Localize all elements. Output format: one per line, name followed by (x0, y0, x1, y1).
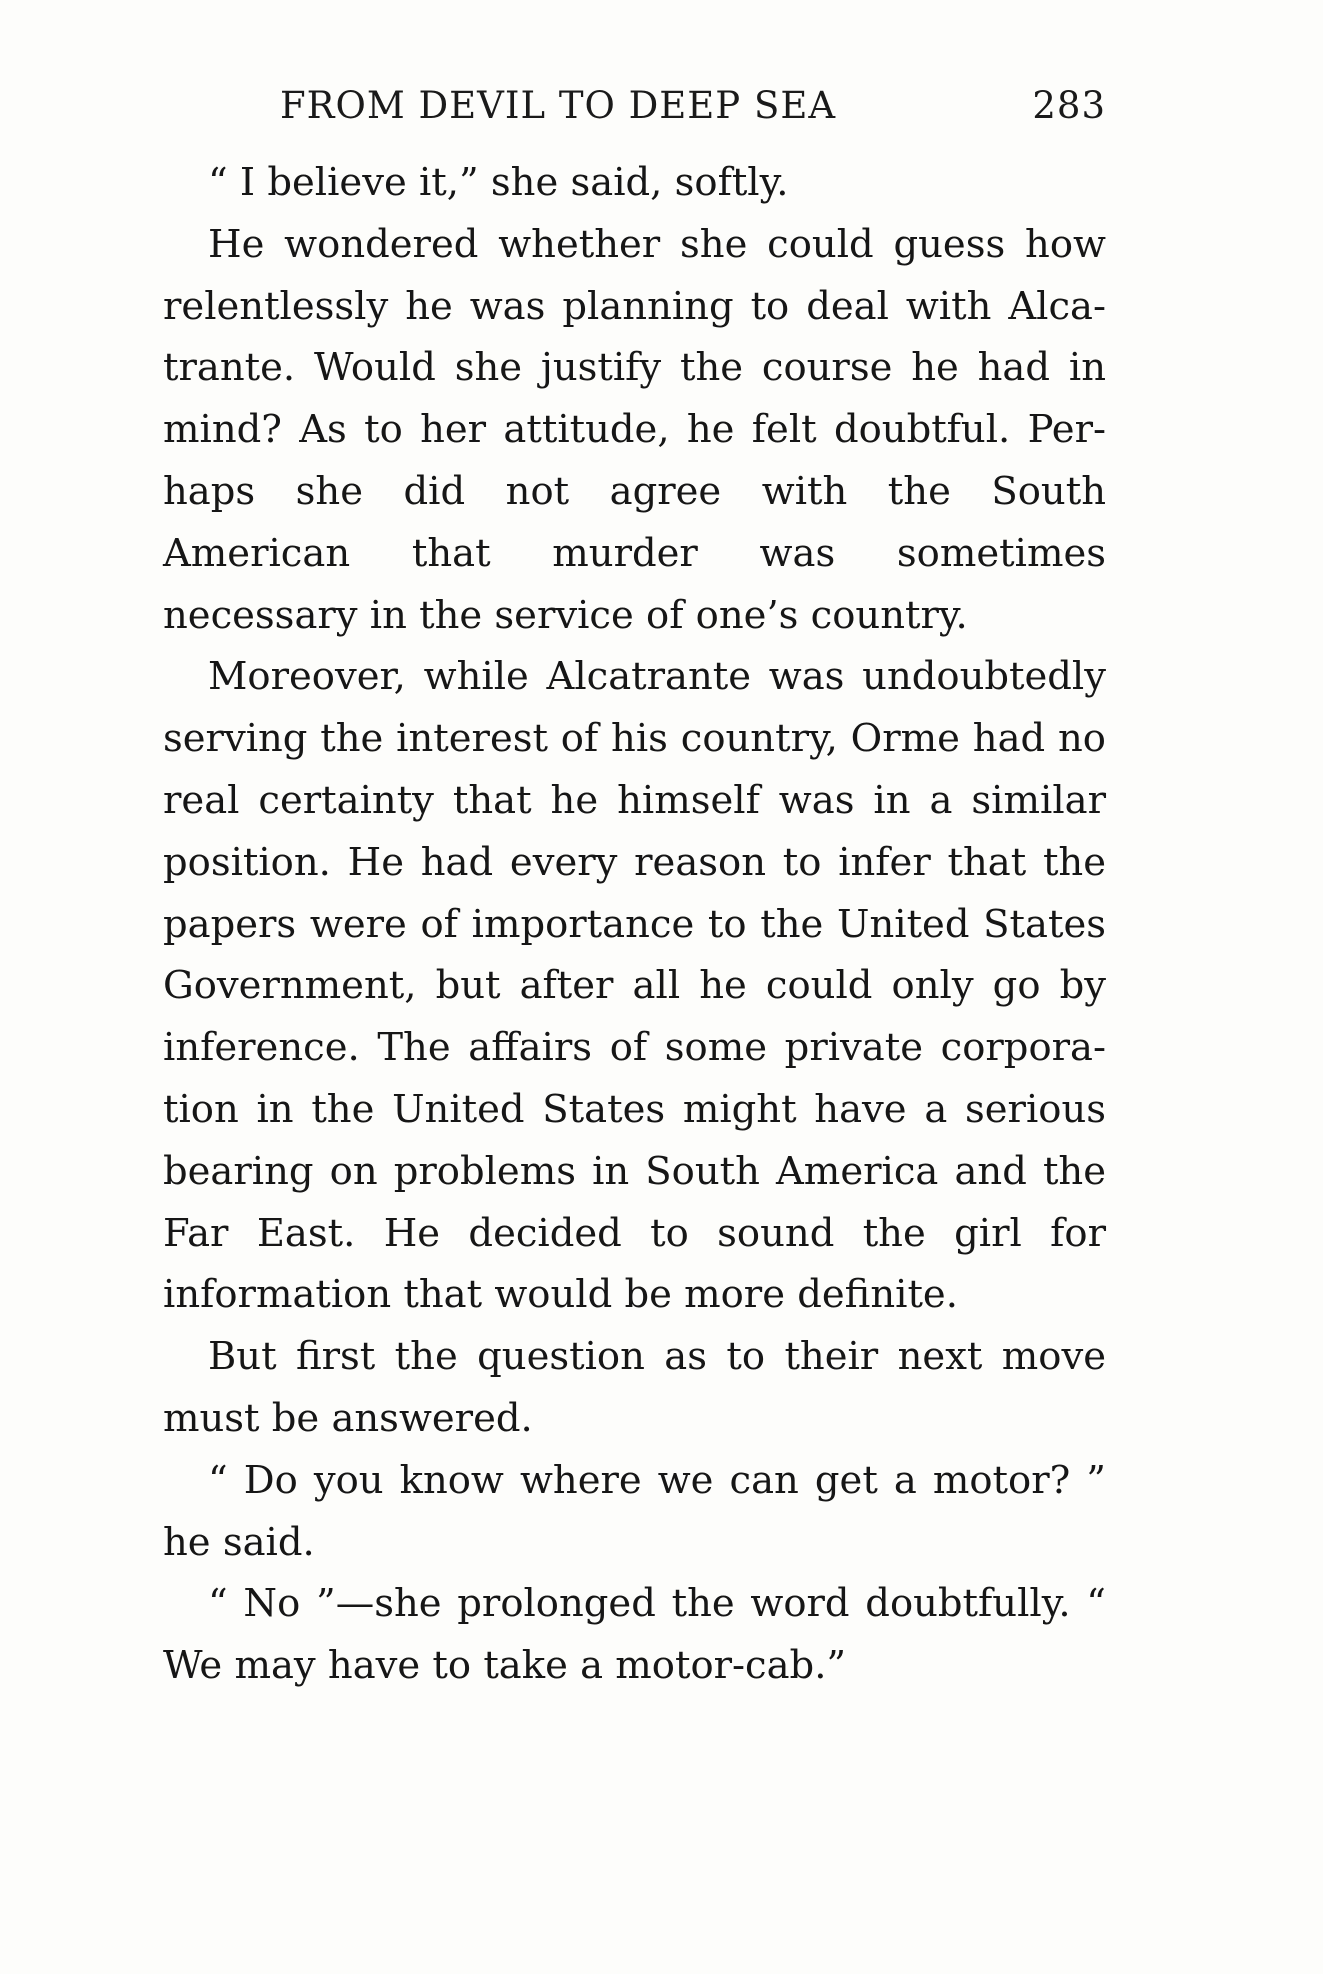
paragraph: “ No ”—she prolonged the word doubtfully. “ We may have to take a motor-cab.” (163, 1581, 1106, 1689)
paragraph: “ Do you know where we can get a motor? ” he said. (163, 1457, 1106, 1565)
paragraph: Moreover, while Alcatrante was undoubtedly serving the interest of his country, Orme had no real certainty that he himself was in a similar position. He had every reason to infer that the papers were of importance to the United States Government, but after all he could only go by inference. The affairs of some private corporation in the United States might have a serious bearing on problems in South America and the Far East. He decided to sound the girl for information that would be more definite. (163, 654, 1106, 1318)
running-head: FROM DEVIL TO DEEP SEA (280, 84, 837, 127)
page-header (280, 84, 1106, 134)
body-text (163, 152, 1106, 1697)
paragraph: “ I believe it,” she said, softly. (208, 160, 789, 205)
paragraph: But first the question as to their next move must be answered. (163, 1334, 1106, 1441)
paragraph: He wondered whether she could guess how relentlessly he was planning to deal with Alcatrante. Would she justify the course he had in mind? As to her attitude, he felt doubtful. Perhaps she did not agree with the South American that murder was sometimes necessary in the service of one’s country. (163, 221, 1106, 638)
page-number: 283 (1032, 84, 1106, 127)
